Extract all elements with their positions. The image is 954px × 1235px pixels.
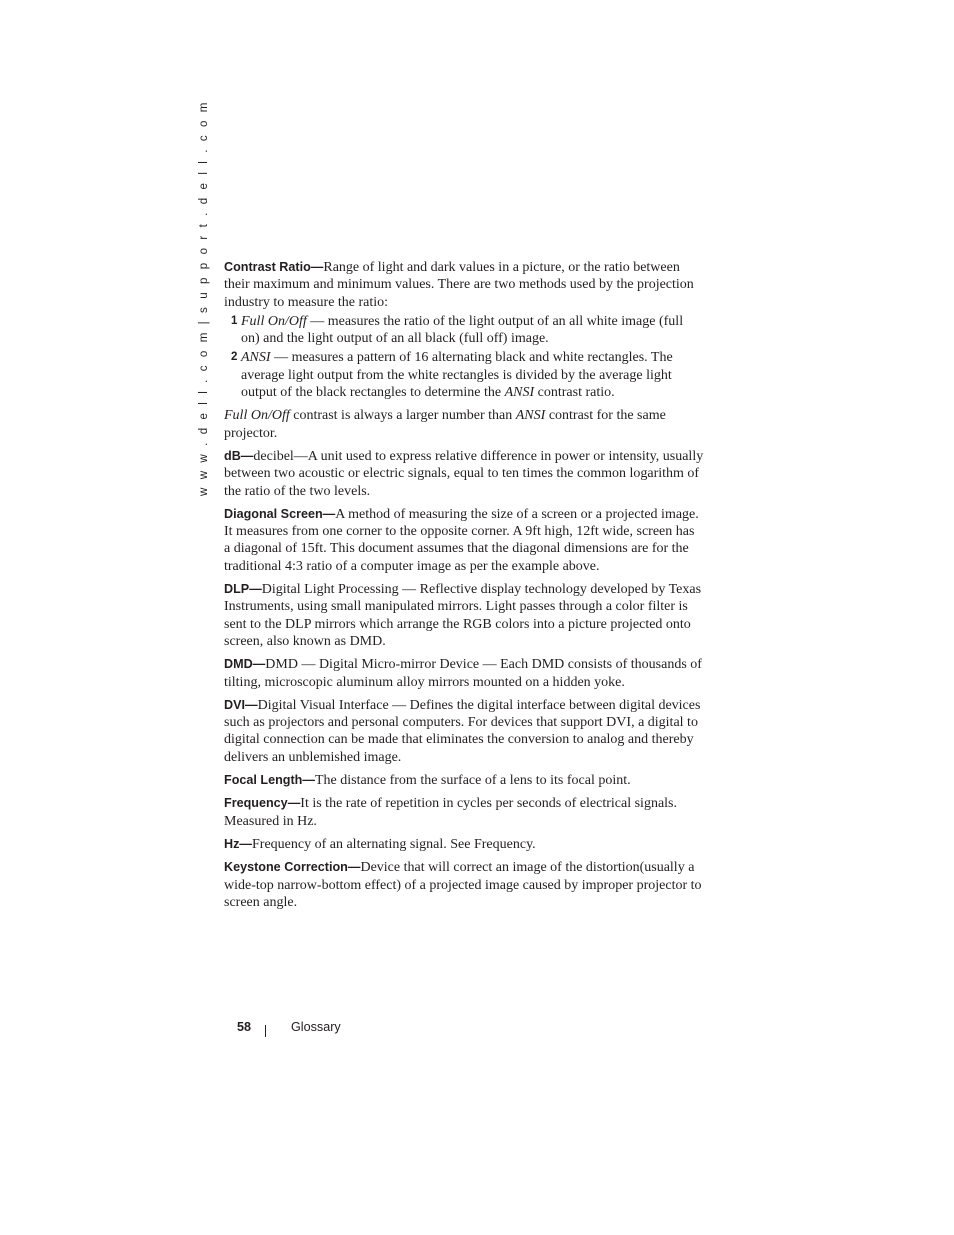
- contrast-methods-list: [224, 313, 704, 401]
- note-text: contrast is always a larger number than: [289, 408, 516, 424]
- term: Frequency—: [224, 796, 301, 811]
- definition: Digital Light Processing — Reflective display technology developed by Texas Instruments, using small manipulated mirrors. Light passes through a color filter is sent to the DLP mirrors which arrange the RGB colors into a picture projected onto screen, also known as DMD.: [224, 582, 702, 649]
- definition: It is the rate of repetition in cycles per seconds of electrical signals. Measured in Hz.: [224, 796, 677, 829]
- footer-section-title: Glossary: [291, 1020, 341, 1034]
- entry-keystone-correction: [224, 859, 704, 911]
- term: Contrast Ratio—: [224, 260, 324, 274]
- method-text-end: contrast ratio.: [534, 385, 615, 401]
- definition: Device that will correct an image of the distortion(usually a wide-top narrow-bottom effect) of a projected image caused by improper projector to screen angle.: [224, 860, 702, 910]
- term: dB—: [224, 448, 254, 463]
- list-item: [224, 313, 704, 348]
- note-text: contrast for the same projector.: [224, 408, 666, 441]
- footer-divider: [265, 1025, 266, 1037]
- list-item: [224, 349, 704, 401]
- method-text: — measures a pattern of 16 alternating black and white rectangles. The average light output from the white rectangles is divided by the average light output of the black rectangles to determine the: [241, 350, 673, 401]
- entry-focal-length: [224, 772, 704, 789]
- definition: A method of measuring the size of a screen or a projected image. It measures from one corner to the opposite corner. A 9ft high, 12ft wide, screen has a diagonal of 15ft. This document assumes that the diagonal dimensions are for the traditional 4:3 ratio of a computer image as per the example above.: [224, 506, 699, 574]
- note-em: ANSI: [515, 408, 546, 424]
- list-number: 2: [231, 351, 238, 364]
- term: Hz—: [224, 836, 252, 851]
- method-text: — measures the ratio of the light output of an all white image (full on) and the light output of an all black (full off) image.: [241, 313, 684, 347]
- list-number: 1: [231, 314, 238, 327]
- term: DMD—: [224, 657, 266, 672]
- contrast-note: [224, 407, 704, 442]
- term: DVI—: [224, 697, 258, 712]
- method-name-inline: ANSI: [504, 385, 535, 401]
- method-name: Full On/Off: [241, 313, 307, 329]
- definition: decibel—A unit used to express relative difference in power or intensity, usually between two acoustic or electric signals, equal to ten times the common logarithm of the ratio of the two levels.: [224, 448, 704, 499]
- entry-db: [224, 448, 704, 500]
- note-em: Full On/Off: [224, 408, 290, 424]
- method-name: ANSI: [241, 350, 271, 366]
- entry-dlp: [224, 581, 704, 650]
- entry-hz: [224, 836, 704, 853]
- entry-diagonal-screen: [224, 506, 704, 575]
- entry-contrast-ratio: [224, 259, 704, 311]
- entry-dvi: [224, 697, 704, 766]
- term: DLP—: [224, 582, 262, 597]
- definition: Frequency of an alternating signal. See Frequency.: [252, 836, 536, 852]
- page-number: 58: [237, 1020, 252, 1034]
- term: Focal Length—: [224, 773, 315, 788]
- definition: The distance from the surface of a lens to its focal point.: [314, 773, 631, 789]
- definition: Digital Visual Interface — Defines the digital interface between digital devices such as projectors and personal computers. For devices that support DVI, a digital to digital connection can be made that eliminates the conversion to analog and thereby delivers an unblemished image.: [224, 697, 701, 765]
- term: Diagonal Screen—: [224, 506, 336, 521]
- term: Keystone Correction—: [224, 860, 361, 875]
- definition: DMD — Digital Micro-mirror Device — Each DMD consists of thousands of tilting, microscopic aluminum alloy mirrors mounted on a hidden yoke.: [224, 657, 702, 690]
- entry-dmd: [224, 656, 704, 691]
- entry-frequency: [224, 795, 704, 830]
- definition: Range of light and dark values in a picture, or the ratio between their maximum and minimum values. There are two methods used by the projection industry to measure the ratio:: [224, 260, 694, 310]
- side-url-text: w w w . d e l l . c o m | s u p p o r t . d e l l . c o m: [198, 100, 210, 496]
- glossary-content: [224, 259, 704, 917]
